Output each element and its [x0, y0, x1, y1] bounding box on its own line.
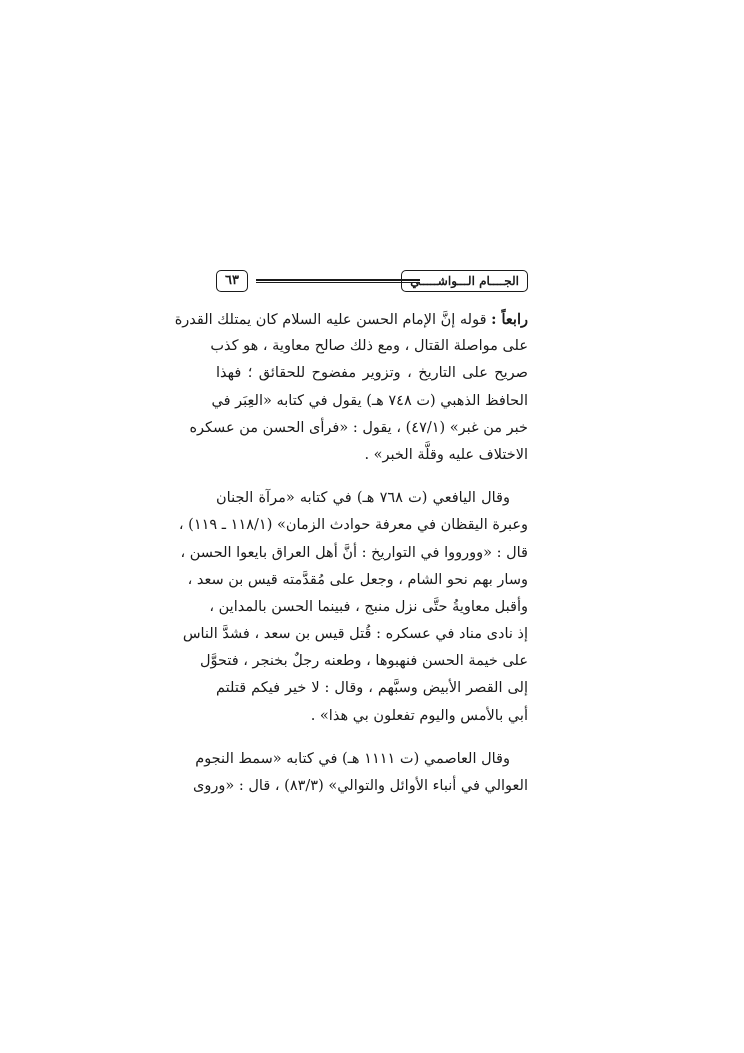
header-title: الجــــام الـــواشـــــي	[401, 270, 528, 292]
body-text	[174, 306, 528, 800]
paragraph-1	[174, 306, 528, 469]
text-line: وأقبل معاويةُ حتَّى نزل منبج ، فبينما الحسن بالمداين ،	[209, 598, 528, 615]
header-rule	[256, 279, 420, 283]
text-line: أبي بالأمس واليوم تفعلون بي هذا» .	[310, 707, 528, 724]
text-line: على مواصلة القتال ، ومع ذلك صالح معاوية ، هو كذب	[210, 338, 528, 355]
text-line: وعبرة اليقظان في معرفة حوادث الزمان» (١١٨/١ ـ ١١٩) ،	[178, 517, 528, 534]
text-line: وقال العاصمي (ت ١١١١ هـ) في كتابه «سمط النجوم	[195, 750, 510, 767]
text-line	[174, 306, 528, 333]
text-line: إلى القصر الأبيض وسبَّهم ، وقال : لا خير فيكم قتلتم	[216, 680, 528, 697]
running-header	[216, 270, 528, 294]
page-number: ٦٣	[216, 270, 248, 292]
paragraph-2	[178, 485, 528, 730]
text-line: العوالي في أنباء الأوائل والتوالي» (٨٣/٣) ، قال : «وروى	[193, 778, 528, 794]
text-line: وقال اليافعي (ت ٧٦٨ هـ) في كتابه «مرآة الجنان	[216, 490, 510, 507]
paragraph-lead: رابعاً :	[491, 311, 528, 328]
text-line: إذ نادى مناد في عسكره : قُتل قيس بن سعد ، فشدَّ الناس	[182, 626, 528, 643]
paragraph-gap	[216, 469, 528, 485]
text-line: قال : «وورووا في التواريخ : أنَّ أهل العراق بايعوا الحسن ،	[180, 544, 528, 561]
text-line: خبر من غبر» (٤٧/١) ، يقول : «فرأى الحسن من عسكره	[189, 419, 528, 436]
text-line-content: قوله إنَّ الإمام الحسن عليه السلام كان يمتلك القدرة	[174, 312, 487, 328]
text-line: على خيمة الحسن فنهبوها ، وطعنه رجلٌ بخنجر ، فتحوَّل	[199, 653, 528, 670]
paragraph-gap	[216, 730, 528, 746]
paragraph-3	[193, 746, 528, 800]
text-line: الحافظ الذهبي (ت ٧٤٨ هـ) يقول في كتابه «العِبَر في	[211, 392, 528, 409]
text-line: الاختلاف عليه وقلَّة الخبر» .	[364, 446, 528, 463]
text-line: صريح على التاريخ ، وتزوير مفضوح للحقائق ؛ فهذا	[216, 365, 528, 382]
text-line: وسار بهم نحو الشام ، وجعل على مُقدَّمته قيس بن سعد ،	[187, 571, 528, 588]
